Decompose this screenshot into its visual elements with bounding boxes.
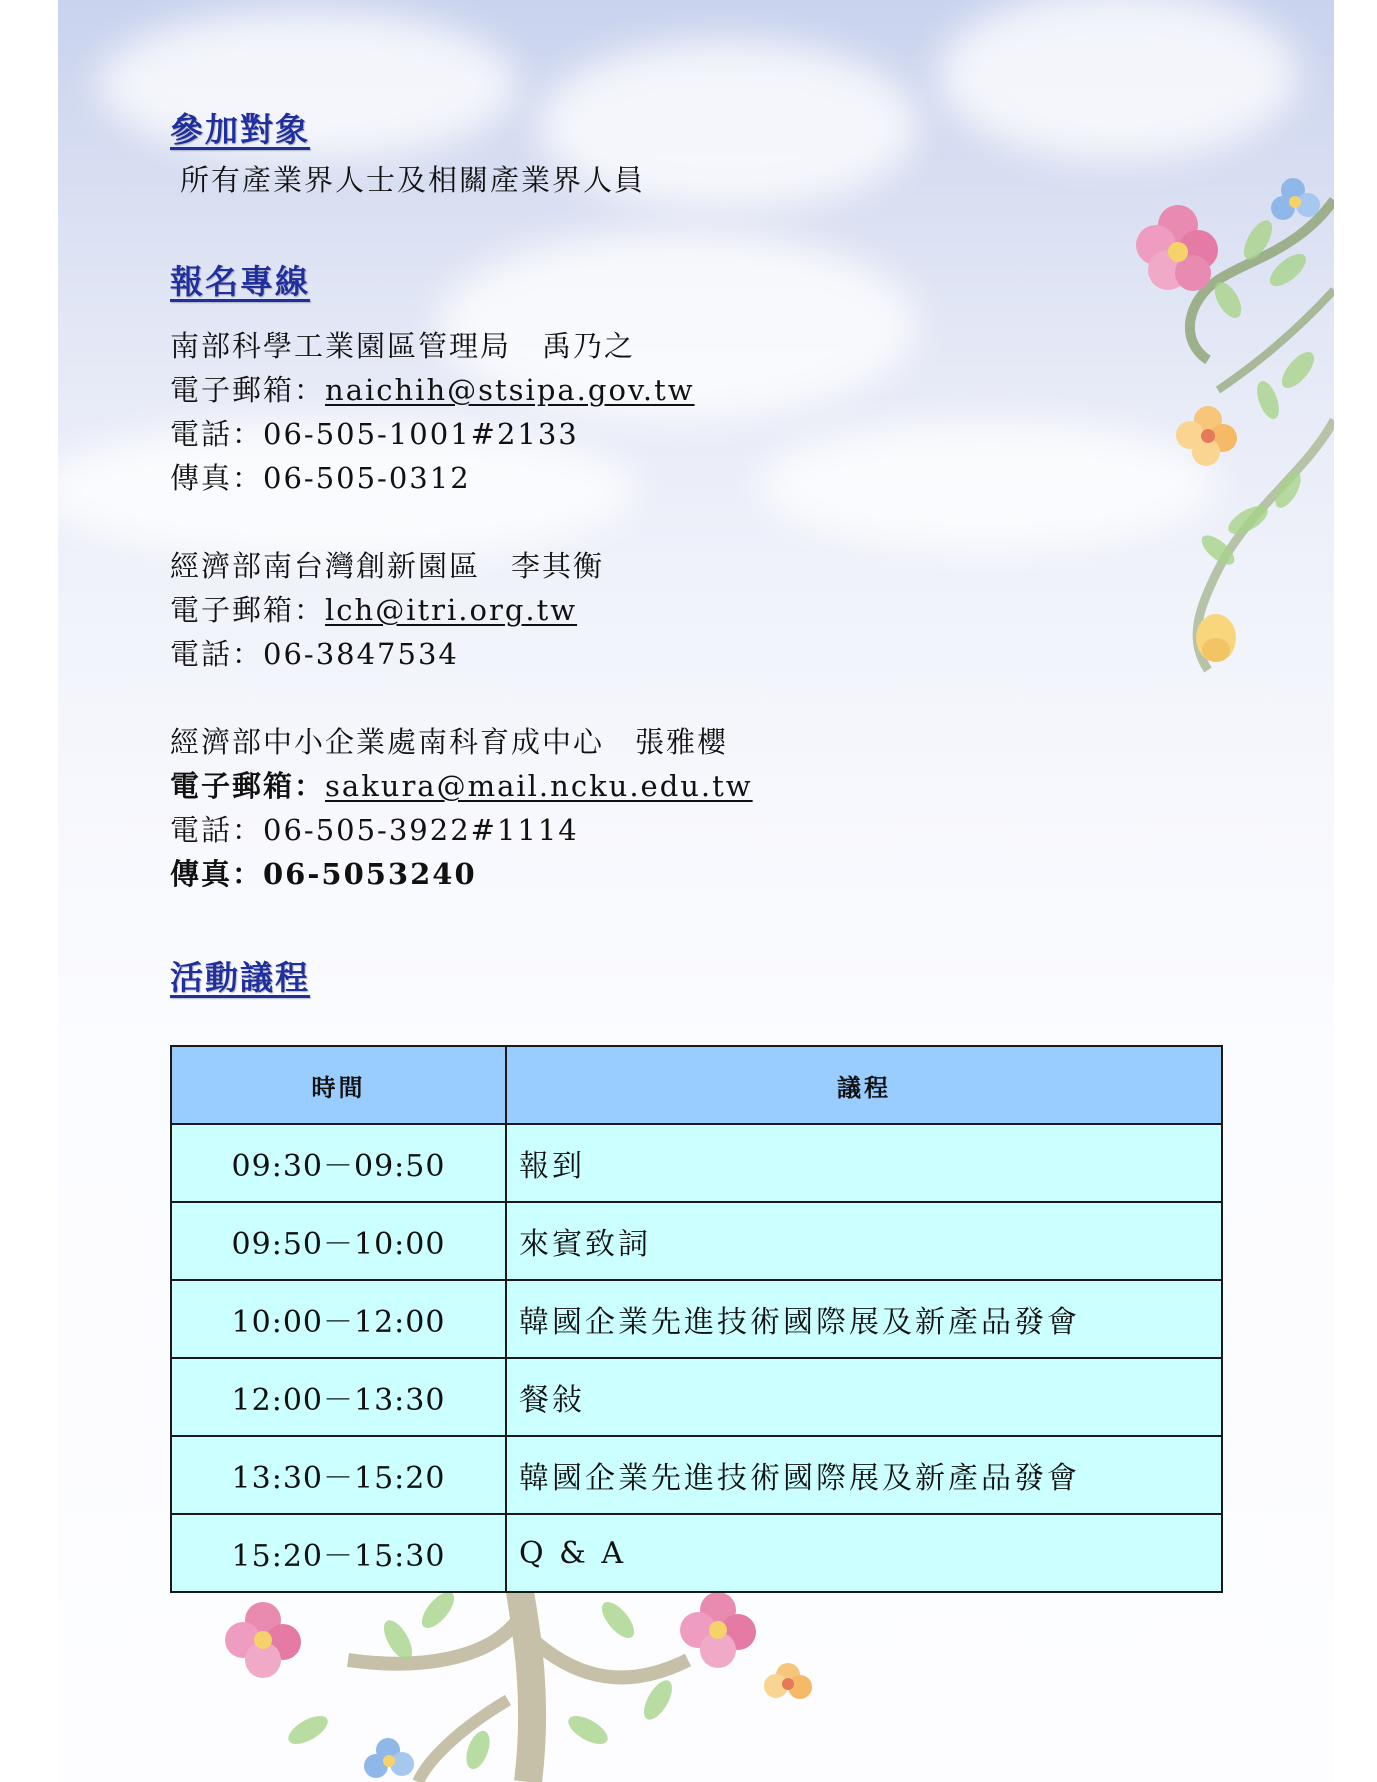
- contact-email-line: [170, 588, 577, 629]
- time-cell: 09:50－10:00: [171, 1202, 506, 1280]
- contact-fax: 傳真：06-5053240: [170, 857, 477, 891]
- contact-phone: 電話：06-505-3922#1114: [170, 813, 579, 847]
- table-row: [171, 1124, 1222, 1202]
- pink-flower-icon: [1136, 205, 1218, 291]
- audience-text: 所有產業界人士及相關產業界人員: [180, 163, 646, 197]
- contact-email-line: [170, 368, 695, 409]
- table-row: [171, 1436, 1222, 1514]
- flower-tree-bottom-decoration: [188, 1580, 828, 1782]
- cloud-decoration: [938, 0, 1298, 160]
- email-label: 電子郵箱：: [170, 593, 326, 627]
- contact-email-line: [170, 764, 753, 805]
- agenda-item-cell: 報到: [506, 1124, 1222, 1202]
- pink-flower-icon: [680, 1592, 756, 1668]
- contact-org-name: 經濟部中小企業處南科育成中心 張雅櫻: [170, 725, 729, 759]
- email-link[interactable]: lch@itri.org.tw: [325, 593, 578, 627]
- contact-phone: 電話：06-505-1001#2133: [170, 417, 579, 451]
- table-row: [171, 1202, 1222, 1280]
- contact-phone: 電話：06-3847534: [170, 637, 459, 671]
- time-cell: 13:30－15:20: [171, 1436, 506, 1514]
- agenda-heading: 活動議程: [170, 958, 310, 997]
- agenda-item-cell: Q & A: [506, 1514, 1222, 1592]
- email-label: 電子郵箱：: [170, 373, 326, 407]
- table-row: [171, 1358, 1222, 1436]
- email-link[interactable]: sakura@mail.ncku.edu.tw: [325, 769, 753, 803]
- email-label: 電子郵箱：: [170, 769, 326, 803]
- audience-heading: 參加對象: [170, 110, 310, 149]
- email-link[interactable]: naichih@stsipa.gov.tw: [325, 373, 695, 407]
- column-header-time: 時間: [171, 1046, 506, 1124]
- contact-org-name: 南部科學工業園區管理局 禹乃之: [170, 329, 636, 363]
- table-row: [171, 1280, 1222, 1358]
- table-row: [171, 1514, 1222, 1592]
- time-cell: 15:20－15:30: [171, 1514, 506, 1592]
- time-cell: 12:00－13:30: [171, 1358, 506, 1436]
- time-cell: 09:30－09:50: [171, 1124, 506, 1202]
- contact-org-name: 經濟部南台灣創新園區 李其衡: [170, 549, 605, 583]
- blue-flower-icon: [364, 1738, 414, 1778]
- blue-flower-icon: [1271, 178, 1320, 220]
- time-cell: 10:00－12:00: [171, 1280, 506, 1358]
- pink-flower-icon: [225, 1602, 301, 1678]
- agenda-header-row: [171, 1046, 1222, 1124]
- agenda-table: [170, 1045, 1223, 1593]
- column-header-agenda: 議程: [506, 1046, 1222, 1124]
- flower-tree-right-decoration: [1098, 170, 1334, 710]
- contact-fax: 傳真：06-505-0312: [170, 461, 471, 495]
- agenda-item-cell: 韓國企業先進技術國際展及新產品發會: [506, 1436, 1222, 1514]
- agenda-item-cell: 來賓致詞: [506, 1202, 1222, 1280]
- registration-heading: 報名專線: [170, 262, 310, 301]
- yellow-bud-icon: [1196, 614, 1236, 662]
- document-page: [58, 0, 1334, 1782]
- agenda-item-cell: 餐敍: [506, 1358, 1222, 1436]
- orange-flower-icon: [764, 1663, 812, 1699]
- agenda-item-cell: 韓國企業先進技術國際展及新產品發會: [506, 1280, 1222, 1358]
- orange-flower-icon: [1176, 406, 1237, 466]
